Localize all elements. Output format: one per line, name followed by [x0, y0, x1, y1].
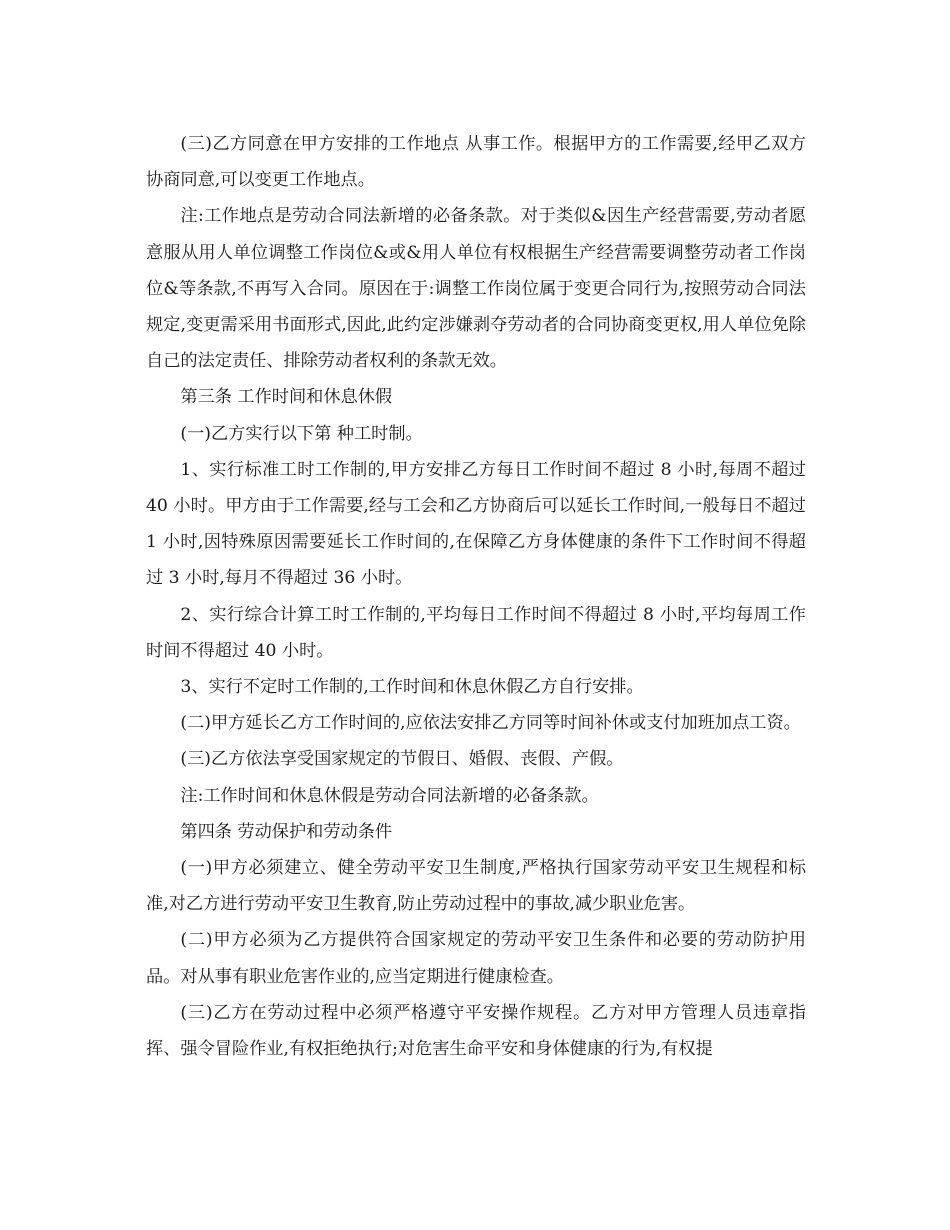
paragraph-clause-1-work-hours-system: (一)乙方实行以下第 种工时制。: [180, 423, 423, 444]
paragraph-item-3-flexible-hours: 3、实行不定时工作制的,工作时间和休息休假乙方自行安排。: [180, 677, 644, 698]
paragraph-clause-3-safety-rules: (三)乙方在劳动过程中必须严格遵守平安操作规程。乙方对甲方管理人员违章指挥、强令冒险作业,有权拒绝执行;对危害生命平安和身体健康的行为,有权提: [146, 1002, 806, 1060]
paragraph-clause-1-safety-system: (一)甲方必须建立、健全劳动平安卫生制度,严格执行国家劳动平安卫生规程和标准,对乙方进行劳动平安卫生教育,防止劳动过程中的事故,减少职业危害。: [146, 858, 806, 915]
paragraph-clause-3-work-location: (三)乙方同意在甲方安排的工作地点 从事工作。根据甲方的工作需要,经甲乙双方协商同意,可以变更工作地点。: [146, 134, 806, 191]
paragraph-note-work-location: 注:工作地点是劳动合同法新增的必备条款。对于类似&因生产经营需要,劳动者愿意服从用人单位调整工作岗位&或&用人单位有权根据生产经营需要调整劳动者工作岗位&等条款,不再写入合同。原因在于:调整工作岗位属于变更合同行为,按照劳动合同法规定,变更需采用书面形式,因此,此约定涉嫌剥夺劳动者的合同协商变更权,用人单位免除自己的法定责任、排除劳动者权利的条款无效。: [146, 206, 806, 372]
paragraph-item-2-comprehensive-hours: 2、实行综合计算工时工作制的,平均每日工作时间不得超过 8 小时,平均每周工作时间不得超过 40 小时。: [146, 604, 806, 661]
paragraph-clause-3-holidays: (三)乙方依法享受国家规定的节假日、婚假、丧假、产假。: [180, 749, 624, 770]
paragraph-item-1-standard-hours: 1、实行标准工时工作制的,甲方安排乙方每日工作时间不超过 8 小时,每周不超过 40 小时。甲方由于工作需要,经与工会和乙方协商后可以延长工作时间,一般每日不超过 1 小时,因特殊原因需要延长工作时间的,在保障乙方身体健康的条件下工作时间不得超过 3 小时,每月不得超过 36 小时。: [146, 459, 806, 589]
section-heading-article-3: 第三条 工作时间和休息休假: [180, 387, 393, 408]
paragraph-clause-2-protective-equipment: (二)甲方必须为乙方提供符合国家规定的劳动平安卫生条件和必要的劳动防护用品。对从事有职业危害作业的,应当定期进行健康检查。: [146, 930, 806, 987]
paragraph-clause-2-overtime: (二)甲方延长乙方工作时间的,应依法安排乙方同等时间补休或支付加班加点工资。: [180, 713, 801, 734]
section-heading-article-4: 第四条 劳动保护和劳动条件: [180, 821, 393, 842]
document-body: [146, 126, 806, 1067]
paragraph-note-work-hours: 注:工作时间和休息休假是劳动合同法新增的必备条款。: [180, 785, 599, 806]
